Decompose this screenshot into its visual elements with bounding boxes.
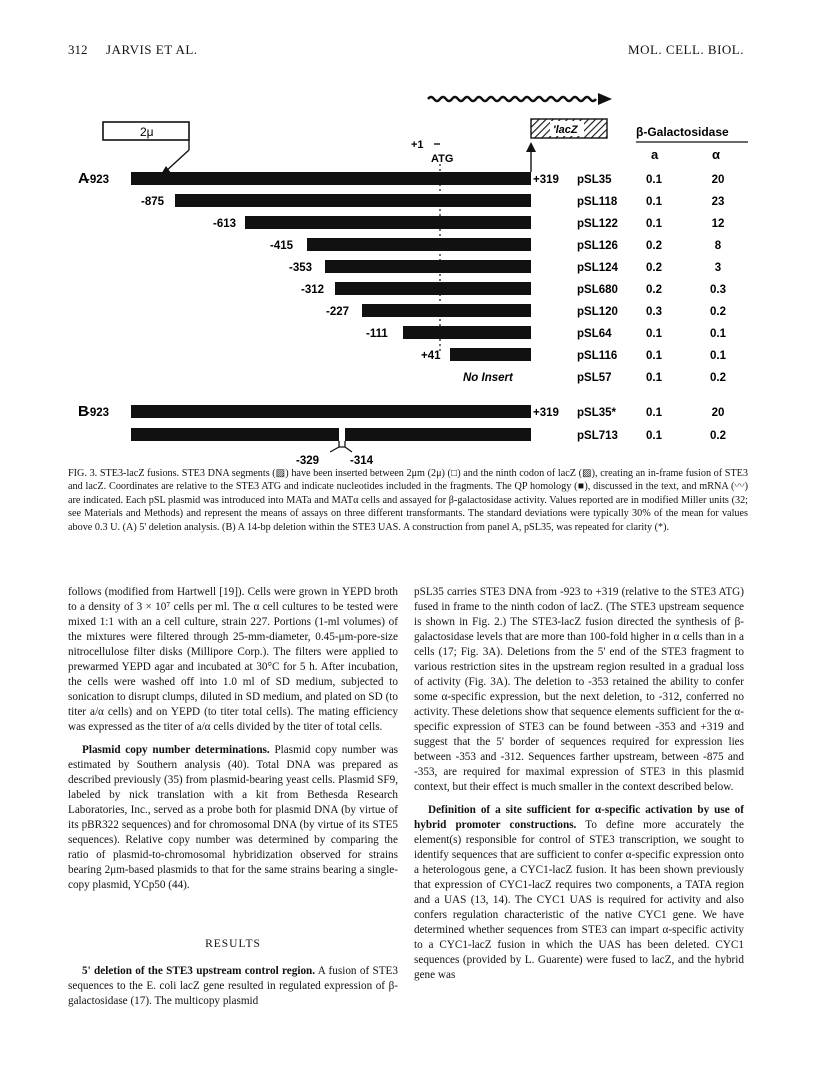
start-coordinate: -111 xyxy=(366,328,388,340)
beta-gal-header: β-Galactosidase xyxy=(636,125,729,139)
panel-a-row xyxy=(141,194,724,208)
activity-alpha: 0.2 xyxy=(710,430,726,442)
panel-a-row xyxy=(326,304,726,318)
results-heading: RESULTS xyxy=(205,938,261,950)
plasmid-name: pSL713 xyxy=(577,430,618,442)
activity-a: 0.2 xyxy=(646,284,662,296)
activity-a: 0.1 xyxy=(646,196,662,208)
activity-alpha: 0.2 xyxy=(710,372,726,384)
no-insert-label: No Insert xyxy=(463,372,513,384)
section-heading: Plasmid copy number determinations. xyxy=(82,744,270,756)
mrna-wave xyxy=(428,97,596,101)
deletion-right-coordinate: -314 xyxy=(350,455,374,467)
end-coordinate: +319 xyxy=(533,407,559,419)
panel-b-label: B xyxy=(78,403,89,420)
deletion-left-coordinate: -329 xyxy=(296,455,320,467)
plasmid-name: pSL64 xyxy=(577,328,612,340)
activity-a: 0.1 xyxy=(646,407,662,419)
section-heading: 5' deletion of the STE3 upstream control region. xyxy=(82,965,316,977)
plasmid-name: pSL118 xyxy=(577,196,618,208)
mrna-arrowhead xyxy=(598,93,612,105)
panel-b-row xyxy=(131,428,726,467)
plasmid-name: pSL120 xyxy=(577,306,618,318)
left-column xyxy=(68,585,398,1009)
journal-name: MOL. CELL. BIOL. xyxy=(628,42,744,57)
activity-a: 0.3 xyxy=(646,306,662,318)
plasmid-name: pSL35 xyxy=(577,174,612,186)
activity-alpha: 0.1 xyxy=(710,328,726,340)
atg-label: ATG xyxy=(431,153,454,165)
lacz-arrowhead xyxy=(526,142,536,152)
panel-a-row xyxy=(301,282,726,296)
panel-a-row xyxy=(289,260,721,274)
activity-alpha: 0.1 xyxy=(710,350,726,362)
figure-3 xyxy=(0,0,816,470)
start-coordinate: -227 xyxy=(326,306,350,318)
two-micron-arrow xyxy=(165,150,189,172)
panel-b-row xyxy=(86,405,724,419)
col-alpha-header: α xyxy=(712,147,720,162)
panel-a-row xyxy=(86,172,724,186)
activity-alpha: 12 xyxy=(711,218,725,230)
start-coordinate: -415 xyxy=(270,240,294,252)
running-authors: JARVIS ET AL. xyxy=(106,42,198,57)
dna-segment-bar-right xyxy=(345,428,531,441)
page-number: 312 xyxy=(68,42,88,57)
paragraph-body: To define more accurately the element(s) responsible for control of STE3 transcription, we sought to identify sequences that are sufficient to confer α-specific expression onto a heterologous gene, a CYC1-lacZ fusion. It has been shown previously that expression of CYC1-lacZ requires two components, a TATA region and a UAS (13, 14). The CYC1 UAS is required for activity and also confers regulation characteristic of the native CYC1 gene. We have determined whether sequences from STE3 can impart α-specific activity to a CYC1-lacZ fusion in which the UAS has been deleted. CYC1 sequences (provided by L. Guarente) were fused to lacZ, and the hybrid gene was xyxy=(414,819,745,981)
plasmid-name: pSL124 xyxy=(577,262,618,274)
activity-alpha: 20 xyxy=(711,407,725,419)
panel-a-row xyxy=(463,372,726,384)
start-coordinate: -875 xyxy=(141,196,165,208)
panel-a-label: A xyxy=(78,170,89,187)
dna-segment-bar-left xyxy=(131,428,339,441)
two-micron-label: 2μ xyxy=(140,125,154,139)
dna-segment-bar xyxy=(403,326,531,339)
dna-segment-bar xyxy=(175,194,531,207)
paragraph xyxy=(68,743,398,893)
panel-a-row xyxy=(421,348,727,362)
activity-a: 0.1 xyxy=(646,218,662,230)
activity-a: 0.1 xyxy=(646,328,662,340)
start-coordinate: -923 xyxy=(86,174,110,186)
section-heading: Definition of a site sufficient for α-specific activation by use of hybrid promoter constructions. xyxy=(414,804,744,831)
figure-caption: FIG. 3. STE3-lacZ fusions. STE3 DNA segments (▨) have been inserted between 2μm (2μ) (□) and the ninth codon of lacZ (▨), creating an in-frame fusion of STE3 and lacZ. Coordinates are relative to the STE3 ATG and indicate nucleotides included in the fragments. The QP homology (■), discussed in the text, and mRNA (〰) are indicated. Each pSL plasmid was introduced into MATa and MATα cells and assayed for β-galactosidase activity. Values reported are in modified Miller units (32; see Materials and Methods) and represent the means of assays on three different transformants. The standard deviations were typically 30% of the mean for values above 0.3 U. (A) 5' deletion analysis. (B) A 14-bp deletion within the STE3 UAS. A construction from panel A, pSL35, was repeated for clarity (*). xyxy=(68,468,748,533)
plasmid-name: pSL35* xyxy=(577,407,616,419)
activity-a: 0.2 xyxy=(646,240,662,252)
activity-a: 0.1 xyxy=(646,350,662,362)
dna-segment-bar xyxy=(335,282,531,295)
plus-one-label: +1 xyxy=(411,139,424,151)
activity-a: 0.1 xyxy=(646,372,662,384)
plasmid-name: pSL122 xyxy=(577,218,618,230)
right-column xyxy=(414,585,744,983)
dna-segment-bar xyxy=(131,405,531,418)
dna-segment-bar xyxy=(362,304,531,317)
activity-a: 0.1 xyxy=(646,430,662,442)
plasmid-name: pSL116 xyxy=(577,350,618,362)
col-a-header: a xyxy=(651,147,659,162)
lacz-label: 'lacZ xyxy=(553,124,578,136)
deletion-leader-right xyxy=(345,447,352,452)
panel-a-row xyxy=(366,326,727,340)
plasmid-name: pSL126 xyxy=(577,240,618,252)
paragraph xyxy=(414,803,744,983)
activity-alpha: 3 xyxy=(714,262,722,274)
plasmid-name: pSL57 xyxy=(577,372,612,384)
deletion-bracket xyxy=(339,441,345,447)
panel-a-row xyxy=(213,216,724,230)
dna-segment-bar xyxy=(245,216,531,229)
paragraph: pSL35 carries STE3 DNA from -923 to +319 (relative to the STE3 ATG) fused in frame to the ninth codon of lacZ. (The STE3 upstream sequence is shown in Fig. 2.) The STE3-lacZ fusion directed the synthesis of β-galactosidase levels that are more than 100-fold higher in α cells than in a cells (17; Fig. 3A). Deletions from the 5' end of the STE3 fragment to various restriction sites in the upstream region resulted in a gradual loss of activity (Fig. 3A). The deletion to -353 retained the ability to confer some α-specific expression, but the next deletion, to -312, conferred no activity. These deletions show that sequence elements sufficient for the α-specific expression of STE3 can be found between -353 and +319 and suggest that the 5' border of sequences required for expression lies between -353 and -312. Sequences farther upstream, between -875 and -353, are required for maximal expression of STE3 in this plasmid context, but their effect is much smaller in the context described below. xyxy=(414,586,744,793)
activity-alpha: 8 xyxy=(714,240,722,252)
plasmid-name: pSL680 xyxy=(577,284,618,296)
deletion-leader-left xyxy=(330,447,339,452)
start-coordinate: -353 xyxy=(289,262,313,274)
activity-a: 0.2 xyxy=(646,262,662,274)
end-coordinate: +319 xyxy=(533,174,559,186)
start-coordinate: +41 xyxy=(421,350,441,362)
panel-a-row xyxy=(270,238,722,252)
start-coordinate: -923 xyxy=(86,407,110,419)
activity-alpha: 20 xyxy=(711,174,725,186)
dna-segment-bar xyxy=(325,260,531,273)
dna-segment-bar xyxy=(307,238,531,251)
paragraph xyxy=(68,964,398,1009)
activity-a: 0.1 xyxy=(646,174,662,186)
dna-segment-bar xyxy=(131,172,531,185)
paragraph: follows (modified from Hartwell [19]). Cells were grown in YEPD broth to a density of 3 × 10⁷ cells per ml. The α cell cultures to be tested were mixed 1:1 with an a cell culture, strain 227. Portions (1-ml volumes) of the mixtures were filtered through 25-mm-diameter, 0.45-μm-pore-size nitrocellulose filter disks (Millipore Corp.). The filters were applied to prewarmed YEPD agar and incubated at 30°C for 5 h. After incubation, the cells were washed off into 1.0 ml of SD medium, subjected to sonication to disrupt clumps, diluted in SD medium, and plated on SD (to titer a/α cells) and on YEPD (to titer total cells). The mating efficiency was expressed as the titer of a/α cells divided by the titer of total cells. xyxy=(68,586,398,733)
dna-segment-bar xyxy=(450,348,531,361)
activity-alpha: 0.2 xyxy=(710,306,726,318)
activity-alpha: 23 xyxy=(711,196,725,208)
start-coordinate: -613 xyxy=(213,218,237,230)
activity-alpha: 0.3 xyxy=(710,284,726,296)
paragraph-body: A fusion of STE3 sequences to the E. coli lacZ gene resulted in regulated expression of β-galactosidase (17). The multicopy plasmid xyxy=(68,965,398,1007)
paragraph-body: Plasmid copy number was estimated by Southern analysis (40). Total DNA was prepared as described previously (35) from plasmid-bearing yeast cells. Plasmid SF9, labeled by nick translation with a kit from Bethesda Research Laboratories, Inc., served as a probe both for plasmid DNA (by virtue of its pBR322 sequences) and for chromosomal DNA (by virtue of its STE5 sequences). Relative copy number was determined by comparing the ratio of plasmid-to-chromosomal hybridization observed for strains bearing 2μm-based plasmids to that for the same strains bearing a single-copy plasmid, YCp50 (44). xyxy=(68,744,399,891)
start-coordinate: -312 xyxy=(301,284,325,296)
